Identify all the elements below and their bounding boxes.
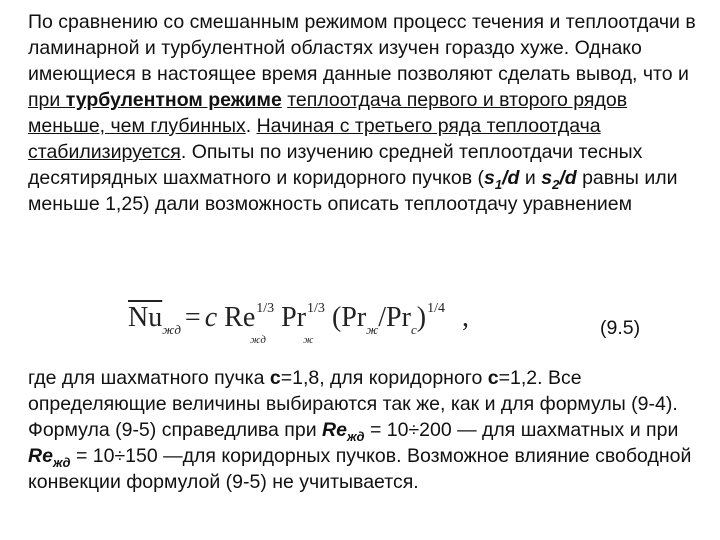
reynolds-symbol: Re xyxy=(224,302,256,333)
reynolds-term xyxy=(224,301,275,346)
prz-subscript: ж xyxy=(366,322,379,337)
reynolds-symbol: Re xyxy=(28,445,53,467)
paragraph-conditions xyxy=(28,365,698,495)
reynolds-exponent: 1/3 xyxy=(256,301,275,316)
subscript-1: 1 xyxy=(494,176,503,192)
prc-subscript: c xyxy=(410,322,417,337)
text-span: = 10÷150 —для коридорных пучков. Возможное влияние свободной конвекции формулой (9-5) не учитывается. xyxy=(28,445,692,493)
symbol-s2: s xyxy=(541,167,553,189)
text-span: . xyxy=(245,115,257,137)
underlined-text: при xyxy=(28,89,66,111)
nusselt-term xyxy=(128,302,181,337)
text-span: =1,8, для коридорного xyxy=(280,367,488,389)
subscript-2: 2 xyxy=(552,176,560,192)
text-span: По сравнению со смешанным режимом процесс течения и теплоотдачи в ламинарной и турбулентной областях изучен гораздо хуже. Однако имеющиеся в настоящее время данные позволяют сделать вывод, что и xyxy=(28,11,696,85)
prandtl-term xyxy=(281,301,325,346)
symbol-d: /d xyxy=(559,167,577,189)
constant-c: c xyxy=(204,302,218,333)
paren-close: ) xyxy=(416,302,427,333)
equation-formula xyxy=(128,302,528,352)
slash-pr: /Pr xyxy=(378,302,411,333)
text-span: =1,2. Все определяющие величины выбираются так же, как и для формулы (9-4). Формула (9-5) справедлива при xyxy=(28,367,678,441)
equation-number: (9.5) xyxy=(600,317,641,339)
formula-comma: , xyxy=(461,302,469,333)
symbol-d: /d xyxy=(502,167,520,189)
symbol-s1: s xyxy=(484,167,495,189)
text-span: . Опыты по изучению средней теплоотдачи тесных десятирядных шахматного и коридорного пучков ( xyxy=(28,141,643,189)
constant-c-staggered: с xyxy=(269,367,281,389)
underlined-bold-text: турбулентном режиме xyxy=(65,89,282,111)
equals-sign: = xyxy=(184,302,201,333)
prandtl-subscript: ж xyxy=(303,334,314,346)
constant-c-inline: с xyxy=(487,367,499,389)
paren-open: (Pr xyxy=(331,302,367,333)
reynolds-subscript: жд xyxy=(52,454,71,470)
nusselt-subscript: жд xyxy=(162,322,181,337)
ratio-exponent: 1/4 xyxy=(427,301,445,316)
paragraph-intro xyxy=(28,9,698,217)
underlined-text: Начиная с третьего ряда теплоотдача стабилизируется xyxy=(28,115,601,163)
prandtl-symbol: Pr xyxy=(281,302,307,333)
text-span: где для шахматного пучка xyxy=(28,367,270,389)
text-span: равны или меньше 1,25) дали возможность описать теплоотдачу уравнением xyxy=(28,167,678,215)
nusselt-symbol: $\overline{Nu}$ xyxy=(128,302,163,333)
text-span: и xyxy=(519,167,542,189)
underlined-text: теплоотдача первого и второго рядов меньше, чем глубинных xyxy=(28,89,628,137)
reynolds-symbol: Re xyxy=(322,419,347,441)
reynolds-subscript: жд xyxy=(250,334,266,346)
prandtl-ratio-term xyxy=(331,301,445,337)
reynolds-subscript: жд xyxy=(346,428,365,444)
text-span: = 10÷200 — для шахматных и при xyxy=(364,419,679,441)
prandtl-exponent: 1/3 xyxy=(307,301,325,316)
